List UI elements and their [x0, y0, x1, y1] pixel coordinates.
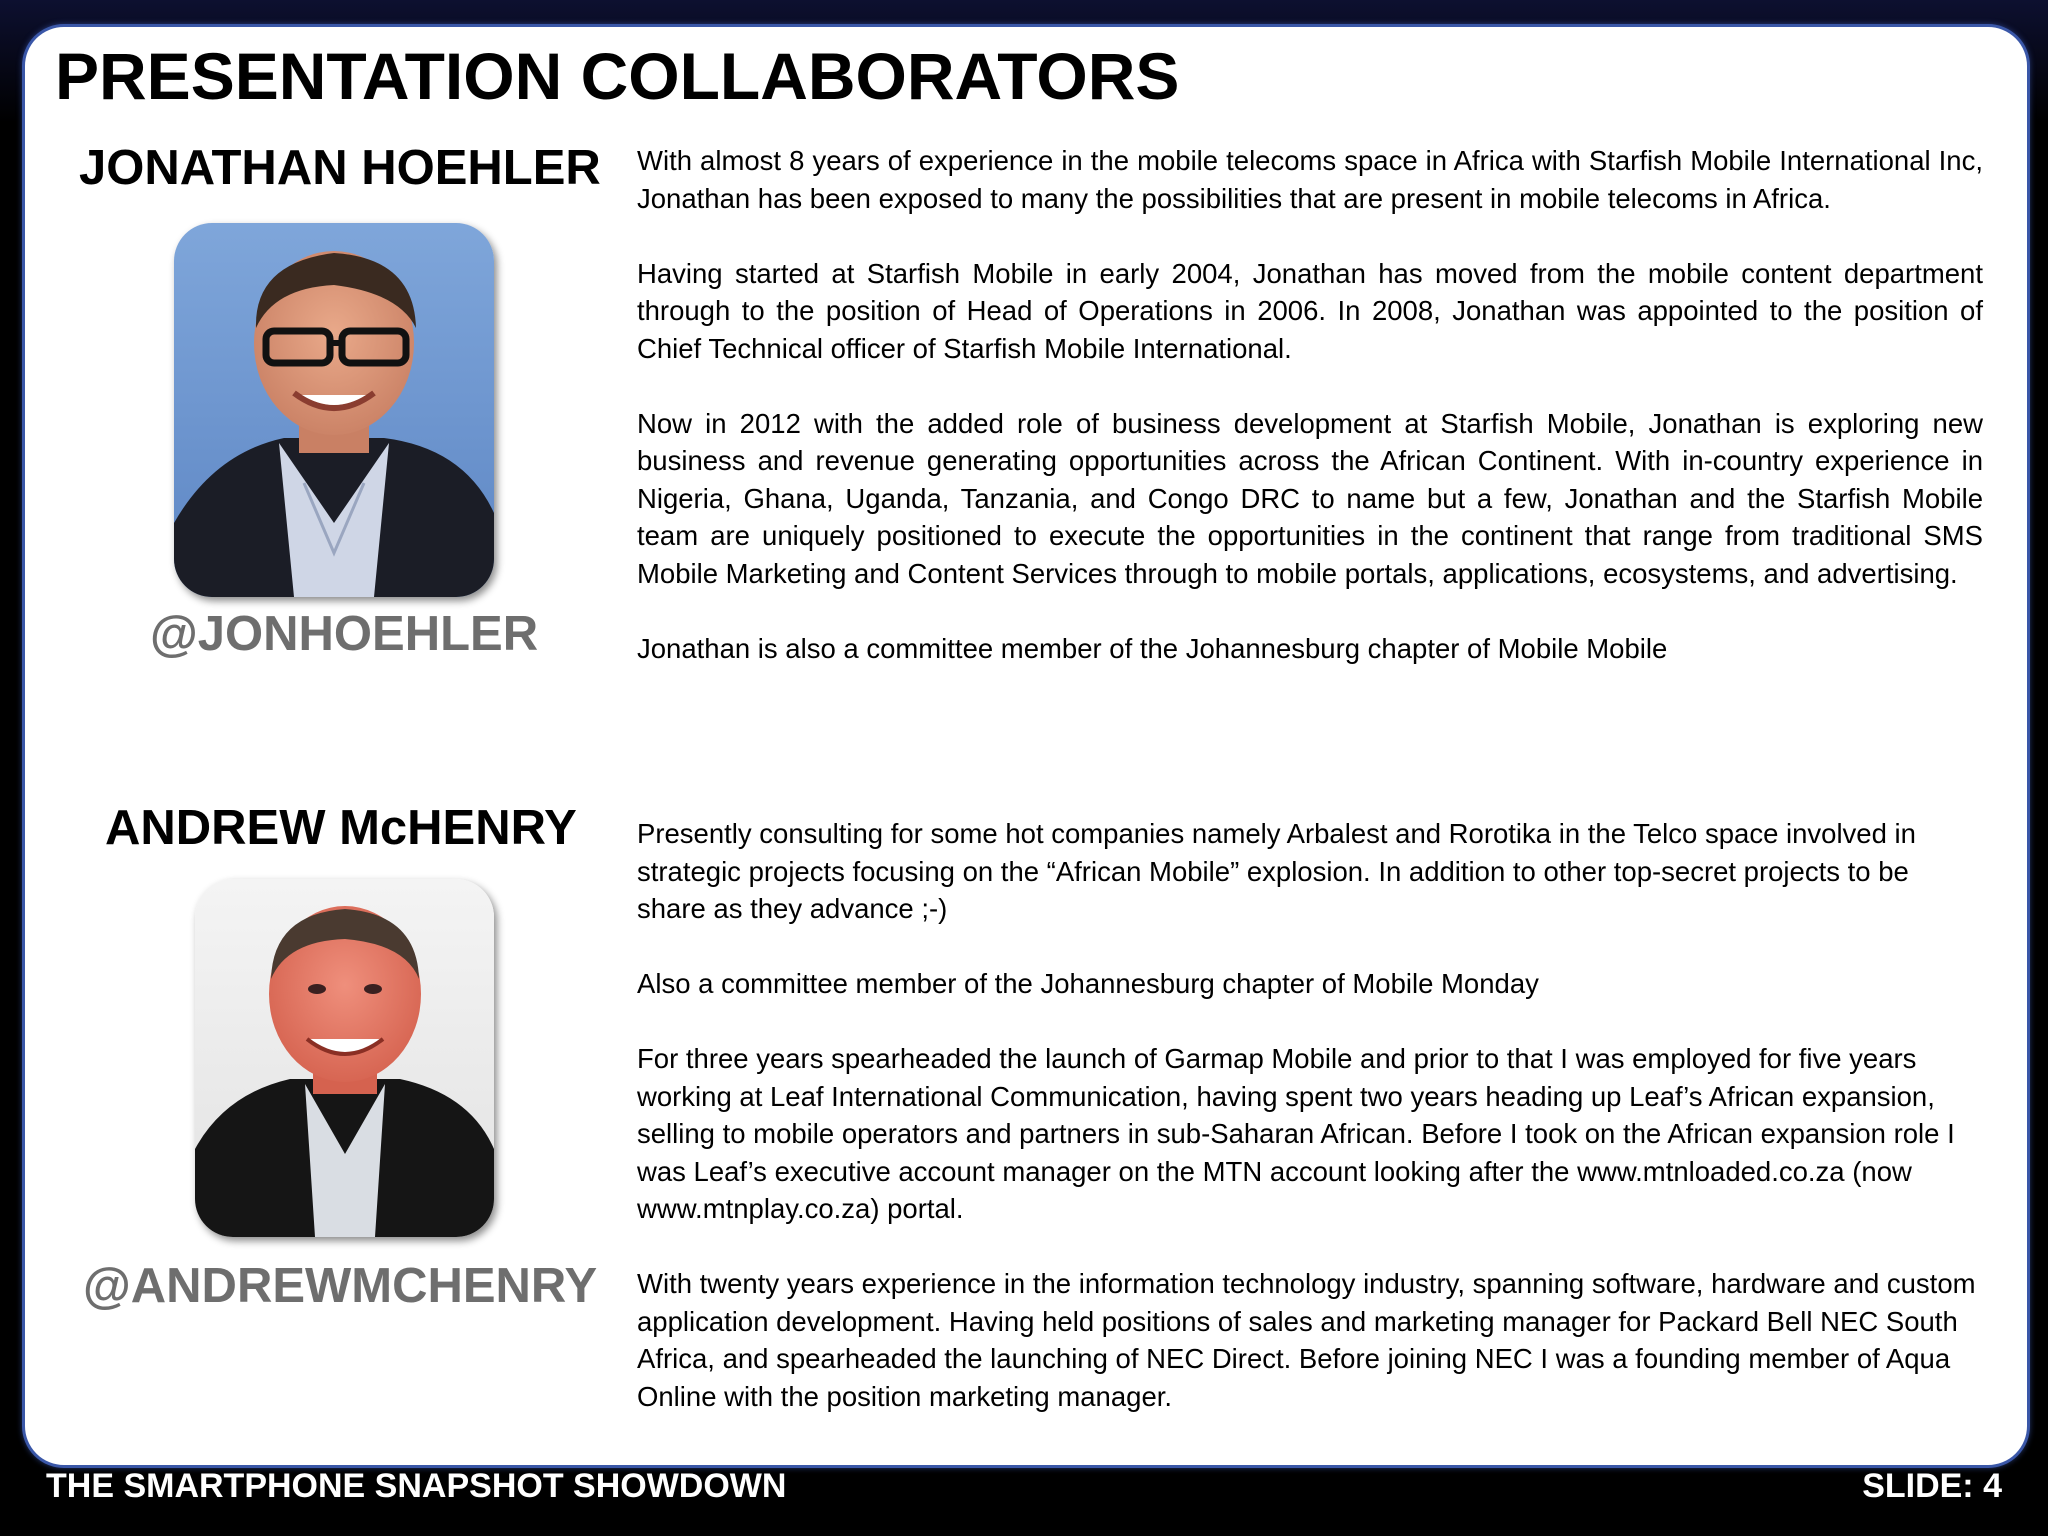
footer-slide-number: SLIDE: 4 [1862, 1467, 2002, 1505]
bio-paragraph: Jonathan is also a committee member of the Johannesburg chapter of Mobile Mobile [637, 632, 1668, 664]
bio-paragraph: Having started at Starfish Mobile in early 2004, Jonathan has moved from the mobile content department through to the position of Head of Operations in 2006. In 2008, Jonathan was appointed to the position of Chief Technical officer of Starfish Mobile International. [637, 257, 1983, 364]
bio-paragraph: Now in 2012 with the added role of business development at Starfish Mobile, Jonathan is exploring new business and revenue generating opportunities across the African Continent. With in-country experience in Nigeria, Ghana, Uganda, Tanzania, and Congo DRC to name but a few, Jonathan and the Starfish Mobile team are uniquely positioned to execute the opportunities in the continent that range from traditional SMS Mobile Marketing and Content Services through to mobile portals, applications, ecosystems, and advertising. [637, 407, 1983, 589]
jonathan-twitter-handle: @JONHOEHLER [150, 607, 539, 661]
bio-paragraph: Presently consulting for some hot companies namely Arbalest and Rorotika in the Telco space involved in strategic projects focusing on the “African Mobile” explosion. In addition to other top-secret projects to be share as they advance ;-) [637, 818, 1916, 924]
bio-paragraph: With almost 8 years of experience in the mobile telecoms space in Africa with Starfish Mobile International Inc, Jonathan has been exposed to many the possibilities that are present in mobile telecoms in Africa. [637, 145, 1983, 214]
jonathan-portrait-photo [174, 223, 494, 597]
andrew-bio [637, 815, 1983, 1415]
jonathan-bio [637, 142, 1983, 667]
collaborator-name-jonathan: JONATHAN HOEHLER [79, 141, 601, 195]
bio-paragraph: Also a committee member of the Johannesburg chapter of Mobile Monday [637, 968, 1539, 999]
slide-title: PRESENTATION COLLABORATORS [55, 39, 1180, 113]
collaborator-name-andrew: ANDREW McHENRY [105, 801, 577, 855]
bio-paragraph: With twenty years experience in the information technology industry, spanning software, hardware and custom application development. Having held positions of sales and marketing manager for Packard Bell NEC South Africa, and spearheaded the launching of NEC Direct. Before joining NEC I was a founding member of Aqua Online with the position marketing manager. [637, 1268, 1976, 1412]
footer-presentation-title: THE SMARTPHONE SNAPSHOT SHOWDOWN [46, 1467, 787, 1505]
slide-content-panel [22, 24, 2030, 1468]
andrew-portrait-image [195, 879, 494, 1237]
andrew-portrait-photo [195, 879, 494, 1237]
bio-paragraph: For three years spearheaded the launch of Garmap Mobile and prior to that I was employed for five years working at Leaf International Communication, having spent two years heading up Leaf’s African expansion, selling to mobile operators and partners in sub-Saharan African. Before I took on the African expansion role I was Leaf’s executive account manager on the MTN account looking after the www.mtnloaded.co.za (now www.mtnplay.co.za) portal. [637, 1043, 1955, 1224]
andrew-twitter-handle: @ANDREWMCHENRY [83, 1259, 598, 1313]
jonathan-portrait-image [174, 223, 494, 597]
